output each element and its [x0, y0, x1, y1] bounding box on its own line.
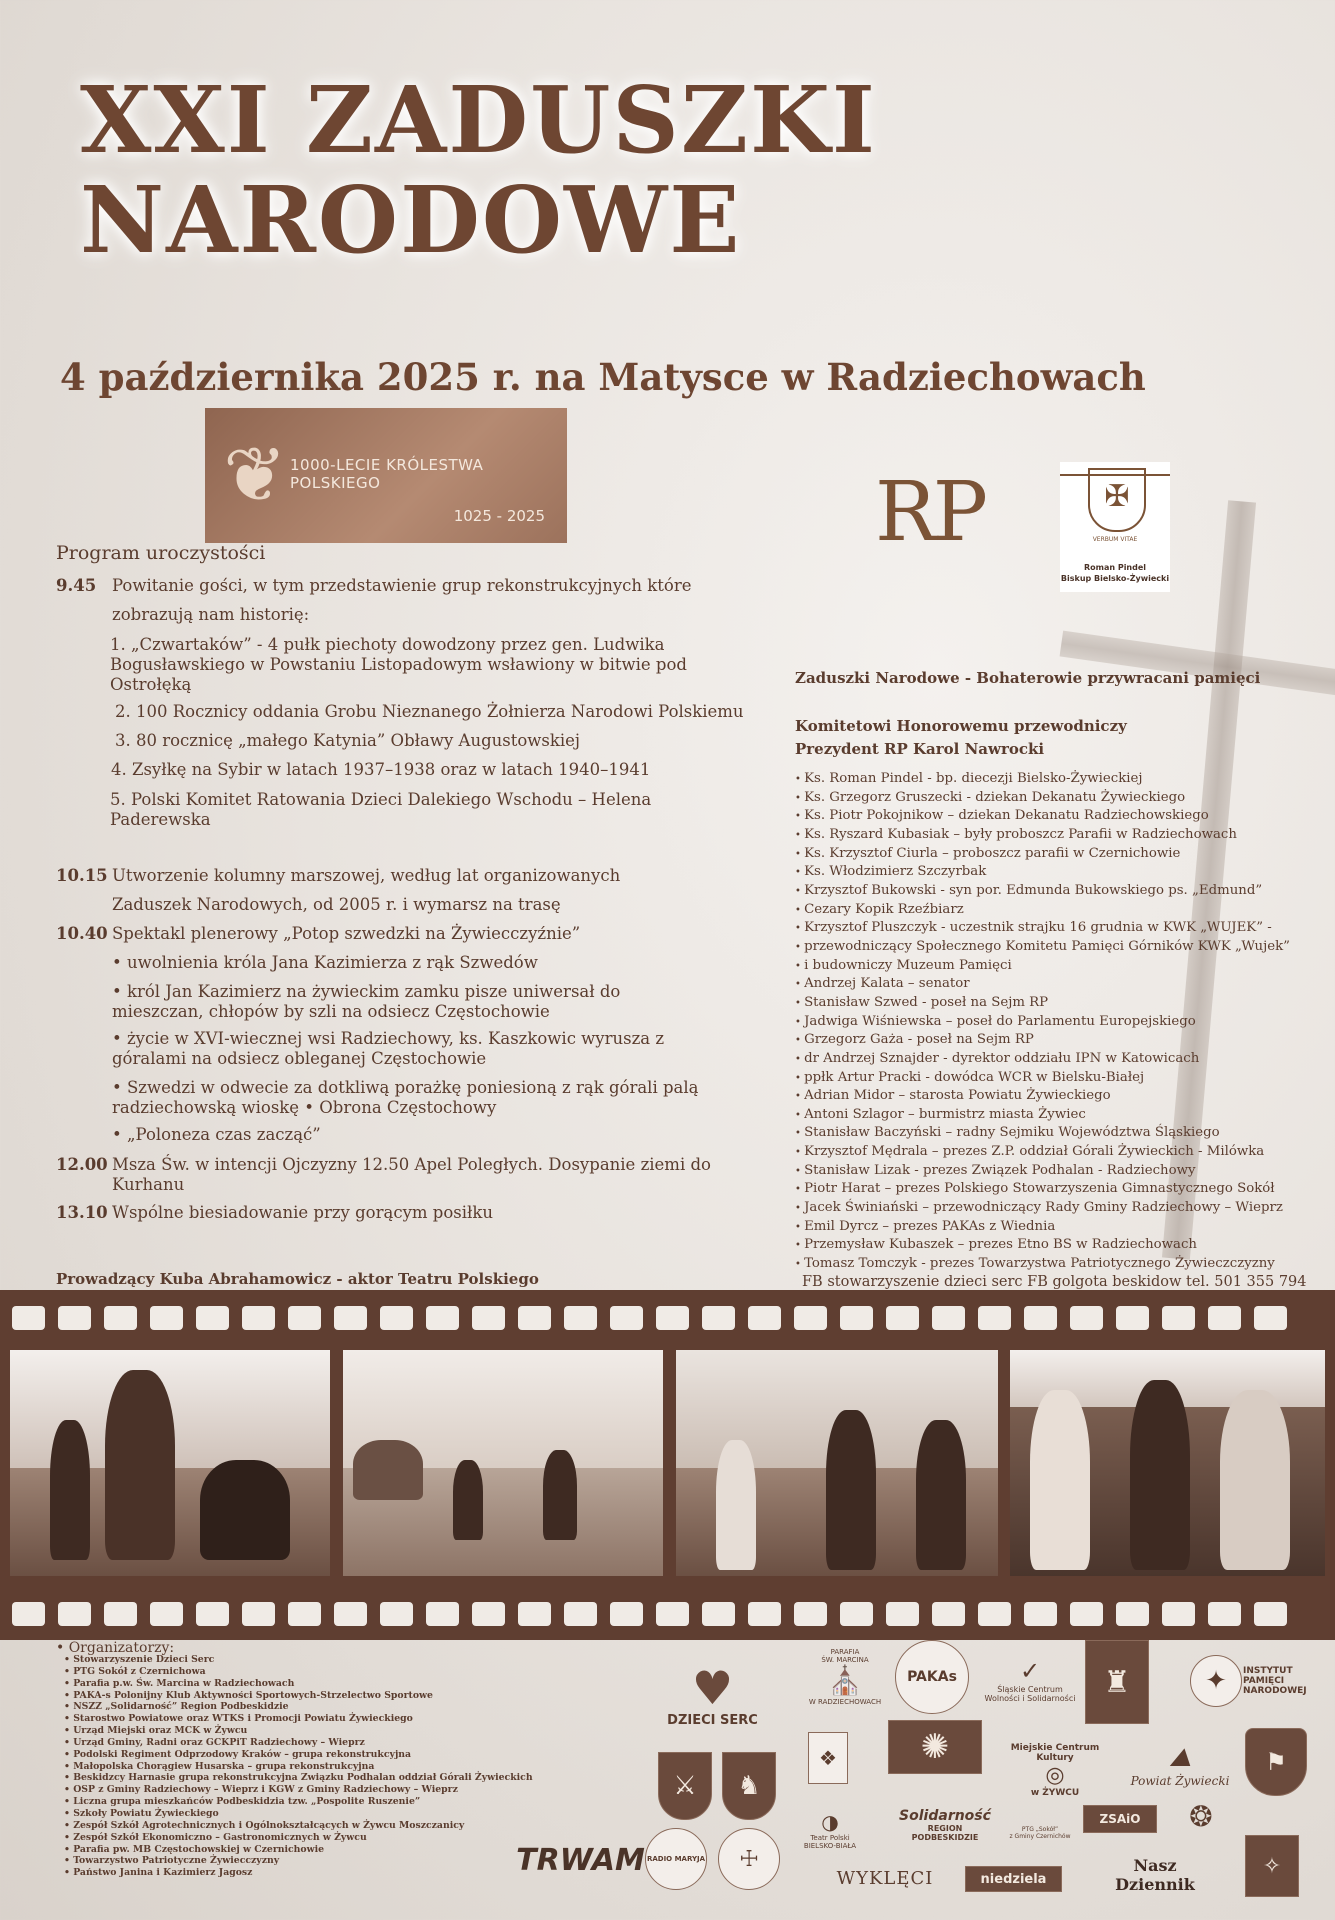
- film-strip: [0, 1290, 1335, 1640]
- organizer-item: • Stowarzyszenie Dzieci Serc: [64, 1654, 533, 1666]
- organizer-item: • Szkoły Powiatu Żywieckiego: [64, 1808, 533, 1820]
- motto: Zaduszki Narodowe - Bohaterowie przywracani pamięci: [795, 669, 1261, 687]
- committee-member: • Ks. Grzegorz Gruszecki - dziekan Dekanatu Żywieckiego: [795, 789, 1290, 808]
- organizer-item: • Zespół Szkół Agrotechnicznych i Ogólnokształcących w Żywcu Moszczanicy: [64, 1820, 533, 1832]
- program-item-2-line-1: Utworzenie kolumny marszowej, według lat organizowanych: [112, 866, 621, 885]
- teatr-icon: ◑: [821, 1810, 839, 1834]
- school-logo-icon: ❖: [808, 1732, 848, 1784]
- nasz-dziennik-logo: Nasz Dziennik: [1115, 1856, 1195, 1894]
- title-line-1: XXI ZADUSZKI: [80, 66, 877, 174]
- program-bullet-2: • król Jan Kazimierz na żywieckim zamku pisze uniwersał do mieszczan, chłopów by szli na odsiecz Częstochowie: [112, 982, 621, 1021]
- time-945: 9.45: [56, 576, 97, 595]
- ipn-logo: [1243, 1660, 1315, 1702]
- eagle-icon: ❦: [223, 430, 287, 519]
- program-item-4: Msza Św. w intencji Ojczyzny 12.50 Apel Poległych. Dosypanie ziemi do Kurhanu: [112, 1155, 711, 1194]
- round-seal-icon: ☩: [718, 1828, 780, 1890]
- organizer-item: • NSZZ „Solidarność” Region Podbeskidzie: [64, 1701, 533, 1713]
- committee-head-2: Prezydent RP Karol Nawrocki: [795, 740, 1045, 758]
- program-item-5: Wspólne biesiadowanie przy gorącym posiłku: [112, 1203, 493, 1222]
- committee-member: • Jacek Świniański – przewodniczący Rady Gminy Radziechowy – Wieprz: [795, 1199, 1290, 1218]
- committee-member: • Ks. Roman Pindel - bp. diecezji Bielsko-Żywieckiej: [795, 770, 1290, 789]
- mck-icon: ◎: [1045, 1762, 1065, 1788]
- committee-list: [795, 770, 1290, 1274]
- millennium-title: 1000-LECIE KRÓLESTWA POLSKIEGO: [290, 456, 484, 492]
- program-item-2-line-2: Zaduszek Narodowych, od 2005 r. i wymarsz na trasę: [112, 895, 561, 914]
- ipn-line-1: INSTYTUT: [1243, 1666, 1293, 1676]
- time-1200: 12.00: [56, 1155, 108, 1174]
- committee-head-1: Komitetowi Honorowemu przewodniczy: [795, 717, 1127, 735]
- host-line: Prowadzący Kuba Abrahamowicz - aktor Teatru Polskiego: [56, 1270, 539, 1288]
- parafia-line-2: ŚW. MARCINA: [821, 1656, 869, 1664]
- teatr-line-2: BIELSKO-BIAŁA: [803, 1842, 857, 1850]
- mck-logo: [1005, 1730, 1105, 1810]
- committee-member: • Ks. Piotr Pokojnikow – dziekan Dekanatu Radziechowskiego: [795, 807, 1290, 826]
- committee-member: • Ks. Włodzimierz Szczyrbak: [795, 863, 1290, 882]
- program-bullet-3: • życie w XVI-wiecznej wsi Radziechowy, ks. Kaszkowic wyrusza z góralami na odsiecz obleganej Częstochowie: [112, 1029, 665, 1068]
- parafia-line-3: W RADZIECHOWACH: [808, 1698, 882, 1706]
- contact-line: FB stowarzyszenie dzieci serc FB golgota beskidow tel. 501 355 794: [802, 1274, 1307, 1290]
- committee-member: • Piotr Harat – prezes Polskiego Stowarzyszenia Gimnastycznego Sokół: [795, 1180, 1290, 1199]
- slaskie-line-2: Wolności i Solidarności: [984, 1694, 1076, 1703]
- committee-member: • Krzysztof Pluszczyk - uczestnik strajku 16 grudnia w KWK „WUJEK” -: [795, 919, 1290, 938]
- program-bullet-1: • uwolnienia króla Jana Kazimierza z rąk Szwedów: [112, 953, 538, 972]
- program-bullet-4: • Szwedzi w odwecie za dotkliwą porażkę poniesioną z rąk górali palą radziechowską wioskę • Obrona Częstochowy: [112, 1078, 699, 1117]
- program-sub-1: 1. „Czwartaków” - 4 pułk piechoty dowodzony przez gen. Ludwika Bogusławskiego w Powstaniu Listopadowym wsławiony w bitwie pod Ostrołęką: [110, 635, 687, 694]
- photo-hussar: [10, 1350, 330, 1576]
- committee-member: • Jadwiga Wiśniewska – poseł do Parlamentu Europejskiego: [795, 1013, 1290, 1032]
- committee-member: • ppłk Artur Pracki - dowódca WCR w Bielsku-Białej: [795, 1069, 1290, 1088]
- parafia-line-1: PARAFIA: [830, 1648, 860, 1656]
- time-1310: 13.10: [56, 1203, 108, 1222]
- program-title: Program uroczystości: [56, 542, 266, 564]
- organizer-item: • OSP z Gminy Radziechowy – Wieprz i KGW z Gminy Radziechowy – Wieprz: [64, 1784, 533, 1796]
- pakas-logo: PAKAs: [895, 1640, 969, 1714]
- committee-member: • Emil Dyrcz – prezes PAKAs z Wiednia: [795, 1218, 1290, 1237]
- program-item-1-line-2: zobrazują nam historię:: [112, 605, 310, 624]
- slaskie-centrum-icon: ✓: [1019, 1657, 1041, 1685]
- organizer-item: • Liczna grupa mieszkańców Podbeskidzia tzw. „Pospolite Ruszenie”: [64, 1796, 533, 1808]
- bishop-coat-of-arms: [1060, 462, 1170, 592]
- organizer-item: • Państwo Janina i Kazimierz Jagosz: [64, 1867, 533, 1879]
- program-sub-4: 4. Zsyłkę na Sybir w latach 1937–1938 oraz w latach 1940–1941: [111, 760, 651, 779]
- time-1015: 10.15: [56, 866, 108, 885]
- radio-maryja-logo: RADIO MARYJA: [645, 1828, 707, 1890]
- wykleci-logo: WYKLĘCI: [836, 1867, 934, 1889]
- film-holes-top: [12, 1306, 1332, 1330]
- dzieci-serc-logo: [655, 1645, 770, 1745]
- crest-cross-icon: ✠: [1088, 468, 1146, 532]
- committee-member: • Stanisław Baczyński – radny Sejmiku Województwa Śląskiego: [795, 1124, 1290, 1143]
- organizer-item: • Urząd Miejski oraz MCK w Żywcu: [64, 1725, 533, 1737]
- program-sub-5: 5. Polski Komitet Ratowania Dzieci Dalekiego Wschodu – Helena Paderewska: [110, 790, 652, 829]
- mck-line-1: Miejskie Centrum Kultury: [1010, 1742, 1100, 1763]
- committee-member-cont: • przewodniczący Społecznego Komitetu Pamięci Górników KWK „Wujek”: [795, 938, 1290, 957]
- committee-member: • Ks. Krzysztof Ciurla – proboszcz parafii w Czernichowie: [795, 845, 1290, 864]
- heart-icon: ♥: [691, 1660, 734, 1715]
- rp-logo: RP: [875, 465, 984, 560]
- crest-logo-1-icon: ⚔: [658, 1752, 712, 1820]
- organizer-item: • Parafia p.w. Św. Marcina w Radziechowach: [64, 1678, 533, 1690]
- bishop-title: Biskup Bielsko-Żywiecki: [1060, 574, 1170, 583]
- church-icon: ⛪: [827, 1664, 863, 1697]
- committee-member: • Andrzej Kalata – senator: [795, 975, 1290, 994]
- organizer-item: • Urząd Gminy, Radni oraz GCKPiT Radziechowy – Wieprz: [64, 1737, 533, 1749]
- solidarnosc-logo: [895, 1800, 995, 1850]
- committee-member: • Krzysztof Bukowski - syn por. Edmunda Bukowskiego ps. „Edmund”: [795, 882, 1290, 901]
- program-item-3: Spektakl plenerowy „Potop szwedzki na Żywiecczyźnie”: [112, 924, 581, 943]
- event-date-location: 4 października 2025 r. na Matysce w Radziechowach: [60, 355, 1146, 399]
- zsaio-logo: ZSAiO: [1083, 1805, 1157, 1833]
- ipn-line-3: NARODOWEJ: [1243, 1686, 1307, 1696]
- organizer-item: • Parafia pw. MB Częstochowskiej w Czernichowie: [64, 1844, 533, 1856]
- niedziela-logo: niedziela: [965, 1866, 1062, 1892]
- organizer-item: • PTG Sokół z Czernichowa: [64, 1666, 533, 1678]
- organizers-title: • Organizatorzy:: [56, 1640, 175, 1656]
- bishop-motto: VERBUM VITAE: [1092, 536, 1138, 543]
- committee-member: • dr Andrzej Sznajder - dyrektor oddziału IPN w Katowicach: [795, 1050, 1290, 1069]
- committee-member: • Antoni Szlagor – burmistrz miasta Żywiec: [795, 1106, 1290, 1125]
- committee-member: • Cezary Kopik Rzeźbiarz: [795, 901, 1290, 920]
- organizer-item: • Małopolska Chorągiew Husarska – grupa rekonstrukcyjna: [64, 1761, 533, 1773]
- solidarnosc-line-1: Solidarność: [899, 1808, 991, 1824]
- committee-member: • Ks. Ryszard Kubasiak – były proboszcz Parafii w Radziechowach: [795, 826, 1290, 845]
- organizer-item: • Podolski Regiment Odprzodowy Kraków – grupa rekonstrukcyjna: [64, 1749, 533, 1761]
- sun-logo-icon: ✺: [888, 1720, 982, 1774]
- committee-member: • Adrian Midor – starosta Powiatu Żywieckiego: [795, 1087, 1290, 1106]
- trwam-logo: TRWAM: [516, 1842, 645, 1878]
- poster-title: [80, 66, 877, 274]
- committee-member: • Stanisław Lizak - prezes Związek Podhalan - Radziechowy: [795, 1162, 1290, 1181]
- committee-member-cont: • i budowniczy Muzeum Pamięci: [795, 957, 1290, 976]
- organizer-item: • Towarzystwo Patriotyczne Żywiecczyzny: [64, 1855, 533, 1867]
- committee-member: • Krzysztof Mędrala – prezes Z.P. oddział Górali Żywieckich - Milówka: [795, 1143, 1290, 1162]
- castle-photo-icon: ♜: [1085, 1640, 1149, 1724]
- dzieci-serc-label: DZIECI SERC: [667, 1712, 758, 1728]
- ptg-sokol-logo: [1005, 1815, 1075, 1850]
- bishop-name: Roman Pindel: [1083, 563, 1147, 572]
- photo-crowd: [1010, 1350, 1325, 1576]
- ipn-eagle-icon: ✦: [1190, 1655, 1242, 1707]
- powiat-mountain-icon: ⛰: [1169, 1742, 1191, 1773]
- photo-battle: [676, 1350, 998, 1576]
- millennium-years: 1025 - 2025: [453, 507, 545, 525]
- organizer-item: • PAKA-s Polonijny Klub Aktywności Sportowych-Strzelectwo Sportowe: [64, 1690, 533, 1702]
- committee-member: • Przemysław Kubaszek – prezes Etno BS w Radziechowach: [795, 1236, 1290, 1255]
- organizer-item: • Beskidzcy Harnasie grupa rekonstrukcyjna Związku Podhalan oddział Górali Żywieckich: [64, 1772, 533, 1784]
- film-holes-bottom: [12, 1602, 1332, 1626]
- committee-member: • Grzegorz Gaża - poseł na Sejm RP: [795, 1031, 1290, 1050]
- slaskie-centrum-logo: [980, 1645, 1080, 1715]
- organizers-list: [64, 1654, 533, 1879]
- title-line-2: NARODOWE: [80, 166, 742, 274]
- committee-member: • Tomasz Tomczyk - prezes Towarzystwa Patriotycznego Żywieczczyzny: [795, 1255, 1290, 1274]
- emblem-logo-icon: ✧: [1245, 1835, 1299, 1897]
- shield-logo-icon: ⚑: [1245, 1728, 1307, 1796]
- organizer-item: • Zespół Szkół Ekonomiczno – Gastronomicznych w Żywcu: [64, 1832, 533, 1844]
- ptg-line-1: PTG „Sokół”: [1021, 1825, 1059, 1833]
- powiat-logo: [1130, 1735, 1230, 1795]
- bishop-caption: [1060, 562, 1170, 584]
- ipn-line-2: PAMIĘCI: [1243, 1676, 1285, 1686]
- solidarnosc-line-2: REGION PODBESKIDZIE: [911, 1824, 979, 1842]
- parafia-logo: [800, 1638, 890, 1716]
- teatr-polski-logo: [800, 1805, 860, 1855]
- crest-logo-2-icon: ♞: [722, 1752, 776, 1820]
- owl-logo-icon: ❂: [1189, 1799, 1213, 1833]
- photo-duel: [343, 1350, 663, 1576]
- program-bullet-5: • „Poloneza czas zacząć”: [112, 1125, 321, 1144]
- slaskie-line-1: Śląskie Centrum: [997, 1685, 1063, 1694]
- program-sub-2: 2. 100 Rocznicy oddania Grobu Nieznanego Żołnierza Narodowi Polskiemu: [115, 702, 744, 721]
- millennium-badge: [205, 408, 567, 543]
- program-item-1-line-1: Powitanie gości, w tym przedstawienie grup rekonstrukcyjnych które: [112, 576, 692, 595]
- powiat-label: Powiat Żywiecki: [1130, 1773, 1230, 1788]
- mck-line-2: w ŻYWCU: [1030, 1787, 1080, 1798]
- committee-member: • Stanisław Szwed - poseł na Sejm RP: [795, 994, 1290, 1013]
- ptg-line-2: z Gminy Czernichów: [1009, 1832, 1071, 1840]
- organizer-item: • Starostwo Powiatowe oraz WTKS i Promocji Powiatu Żywieckiego: [64, 1713, 533, 1725]
- program-sub-3: 3. 80 rocznicę „małego Katynia” Obławy Augustowskiej: [115, 731, 581, 750]
- teatr-line-1: Teatr Polski: [810, 1834, 850, 1842]
- time-1040: 10.40: [56, 924, 108, 943]
